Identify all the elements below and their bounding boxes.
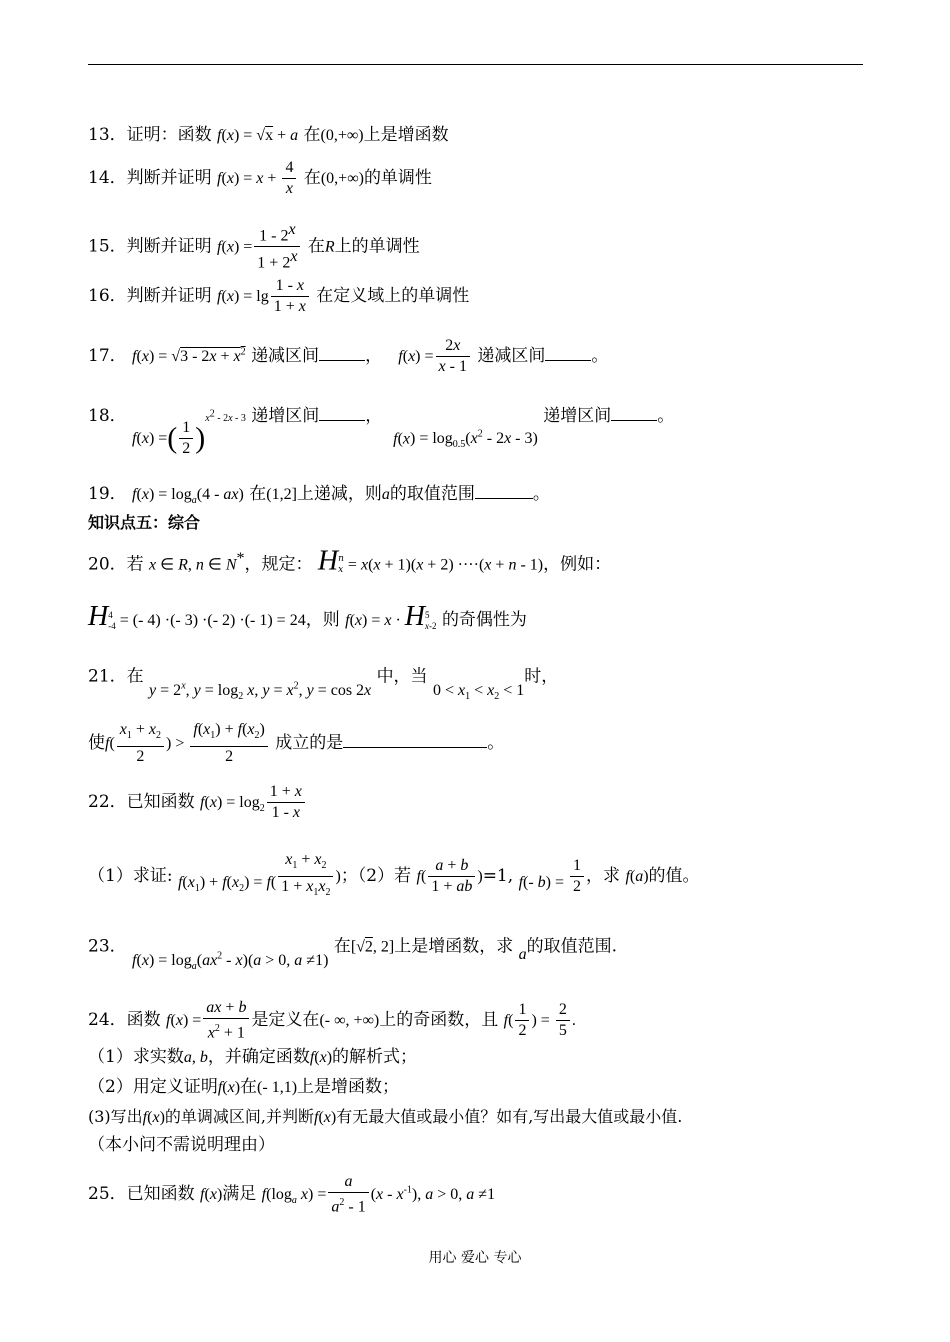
q21-number: 21． (88, 666, 127, 687)
question-15: 15．判断并证明 f(x) = $\frac{1 - 2^x}{1 + 2^x}$ 在R上的单调性 (88, 221, 420, 272)
q24-text: 函数 (126, 1010, 161, 1031)
q25-text: 已知函数 (126, 1184, 195, 1205)
q25-mid: 满足 (222, 1184, 257, 1205)
q24-s3: (3)写出 (88, 1107, 143, 1126)
q23-var: a (518, 946, 527, 964)
question-24-part-4: （本小问不需说明理由） (88, 1135, 275, 1155)
q22-part-2: ；（2）若 (340, 866, 412, 887)
q13-number: 13． (88, 125, 127, 145)
q22-qiu: ，求 (586, 866, 621, 887)
q24-s1: （1）求实数 (88, 1047, 184, 1067)
q23-mid: 上是增函数，求 (394, 936, 514, 957)
q24-s1c: 的解析式； (332, 1047, 418, 1067)
q19-blank[interactable] (475, 482, 533, 499)
q14-cond: 在 (303, 168, 321, 188)
q19-var: a (381, 486, 390, 503)
q21-zai: 在 (126, 666, 144, 687)
q24-mid: 是定义在 (251, 1010, 320, 1031)
q15-number: 15． (88, 236, 127, 257)
question-23: 23． $f(x) = \log_a(ax^2 - x)(a > 0$, a ≠1) 在[√2, 2]上是增函数，求 a的取值范围. (88, 936, 618, 973)
q15-text: 判断并证明 (126, 236, 212, 257)
q18-number: 18． (88, 406, 127, 426)
q20-ruo: 若 (126, 554, 144, 575)
page-footer: 用心 爱心 专心 (428, 1250, 522, 1266)
q17-blank-1[interactable] (319, 344, 365, 361)
q19-number: 19． (88, 484, 127, 504)
q18-sep: ， (365, 406, 383, 426)
q17-number: 17． (88, 346, 127, 366)
q18-end: 。 (657, 406, 675, 426)
question-19: 19． $f(x) = \log_a(4 - ax)$ 在(1,2]上递减，则a的取值范围 。 (88, 484, 550, 507)
question-24-part-2: （2）用定义证明f(x)在(- 1,1)上是增函数； (88, 1077, 400, 1097)
q20-number: 20． (88, 554, 127, 575)
q20-then: ，则 (305, 610, 340, 630)
question-25: 25．已知函数 f(x)满足 $f(\log_a$ x) = $\frac{a}{a^2 - 1}$ $(x - x^{-1})$, a > 0, a ≠1 (88, 1173, 496, 1216)
q25-number: 25． (88, 1184, 127, 1205)
q19-mid: 上递减，则 (296, 484, 382, 504)
q13-tail: 上是增函数 (363, 125, 449, 145)
q21-shi: 时， (524, 666, 559, 687)
q24-s2c: 上是增函数； (297, 1077, 400, 1097)
q15-tail: 上的单调性 (334, 236, 420, 257)
q18-blank-1[interactable] (319, 404, 365, 421)
question-16: 16．判断并证明 f(x) = lg $\frac{1 - x}{1 + x}$ 在定义域上的单调性 (88, 277, 470, 315)
q23-number: 23． (88, 936, 127, 957)
q15-set: R (324, 238, 335, 256)
q17-blank-2[interactable] (545, 344, 591, 361)
q22-tail: 的值。 (648, 866, 700, 887)
q24-s2: （2）用定义证明 (88, 1077, 218, 1097)
q13-cond: 在 (303, 125, 321, 145)
question-13: 13．证明：函数 f(x) = √x + a 在(0,+∞)上是增函数 (88, 125, 449, 145)
q24-number: 24． (88, 1010, 127, 1031)
q17-sep: ， (365, 346, 383, 366)
q14-number: 14． (88, 168, 127, 188)
q20-def: ，规定： (244, 554, 313, 575)
question-22: 22．已知函数 $f(x) = \log_2$ $\frac{1 + x}{1 - x}$ (88, 782, 307, 823)
q22-number: 22． (88, 792, 127, 812)
q13-text: 证明：函数 (126, 125, 212, 145)
question-21-line-2: 使f( $\frac{x_1 + x_2}{2}$ ) > $\frac{f(x_1) + f(x_2)}{2}$ 成立的是 。 (88, 721, 505, 766)
q14-tail: 的单调性 (363, 168, 432, 188)
q18-label-1: 递增区间 (251, 406, 320, 426)
question-17: 17． $f(x) = √3 - 2x + x^2$ 递减区间 ， f(x) = $\frac{2x}{x - 1}$ 递减区间 。 (88, 337, 609, 375)
section-5-heading: 知识点五：综合 (88, 513, 201, 532)
q18-label-2: 递增区间 (543, 406, 612, 426)
q19-cond: 在 (249, 484, 267, 504)
q24-s3c: 有无最大值或最小值？如有,写出最大值或最小值. (336, 1107, 683, 1126)
question-21: 21．在 $y = 2^x$, $y = \log_2 x$, $y = x^2$, y = cos 2x 中，当 $0 < x_1 < x_2 < 1$时， (88, 666, 559, 703)
q19-end: 。 (532, 484, 550, 504)
q24-mid2: 上的奇函数，且 (379, 1010, 499, 1031)
question-24: 24．函数 f(x) = $\frac{ax + b}{x^2 + 1}$ 是定义在(- ∞, +∞)上的奇函数，且 f( $\frac{1}{2}$ ) = $\frac{2}{5}$ . (88, 999, 576, 1042)
q19-tail: 的取值范围 (389, 484, 475, 504)
question-14: 14．判断并证明 f(x) = x + $\frac{4}{x}$ 在(0,+∞)的单调性 (88, 159, 432, 197)
question-22-line-2: （1）求证: $f(x_1) + f(x_2) = f$( $\frac{x_1 + x_2}{1 + x_1x_2}$ )；（2）若 f( $\frac{a + b}{1 + ab}$ )=1, f(- b) = $\frac{1}{2}$ ，求 f(a)的值。 (88, 851, 700, 899)
question-20: 20．若 x ∈ R, n ∈ N*，规定： H n x = x(x + 1)(x + 2) ····(x + n - 1)，例如： (88, 545, 612, 577)
question-24-part-3: (3)写出f(x)的单调减区间,并判断f(x)有无最大值或最小值？如有,写出最大值或最小值. (88, 1107, 683, 1126)
q21-zhong: 中，当 (376, 666, 428, 687)
q15-cond: 在 (307, 236, 325, 257)
q21-blank[interactable] (343, 731, 487, 748)
q16-number: 16． (88, 286, 127, 306)
q21-tail: 成立的是 (275, 733, 344, 754)
q14-range: (0,+∞) (320, 170, 364, 187)
q17-label-1: 递减区间 (251, 346, 320, 366)
q16-text: 判断并证明 (126, 286, 212, 306)
q21-shi2: 使 (88, 733, 105, 754)
q18-blank-2[interactable] (611, 404, 657, 421)
q19-range: (1,2] (266, 486, 297, 503)
q16-tail: 在定义域上的单调性 (316, 286, 470, 306)
q22-part-1: （1）求证: (88, 866, 173, 887)
q22-text: 已知函数 (126, 792, 195, 812)
q24-s3b: 的单调减区间,并判断 (164, 1107, 314, 1126)
question-24-part-1: （1）求实数a, b，并确定函数f(x)的解析式； (88, 1047, 418, 1067)
question-18: 18． f(x) =( $\frac{1}{2}$ )$^{x^2 - 2x - 3}$ 递增区间 ， $f(x) = \log_{0.5}(x^2 - 2x - 3)$ 递增区间 。 (88, 406, 675, 457)
q20-tail: 的奇偶性为 (441, 610, 527, 630)
q14-text: 判断并证明 (126, 168, 212, 188)
q23-zai: 在 (333, 936, 351, 957)
q24-s1b: ，并确定函数 (207, 1047, 310, 1067)
header-rule (88, 64, 863, 65)
q24-s2b: 在 (240, 1077, 258, 1097)
q17-end: 。 (591, 346, 609, 366)
q21-end: 。 (487, 733, 505, 754)
question-20-line-2: H 4 -4 = (- 4) ·(- 3) ·(- 2) ·(- 1) = 24，则 f(x) = x · H 5 x-2 的奇偶性为 (88, 601, 527, 632)
q23-tail: 的取值范围. (526, 936, 618, 957)
q13-range: (0,+∞) (320, 127, 364, 144)
q22-eq1: =1, (482, 866, 514, 887)
q17-label-2: 递减区间 (477, 346, 546, 366)
q20-eg: ，例如： (543, 554, 612, 575)
